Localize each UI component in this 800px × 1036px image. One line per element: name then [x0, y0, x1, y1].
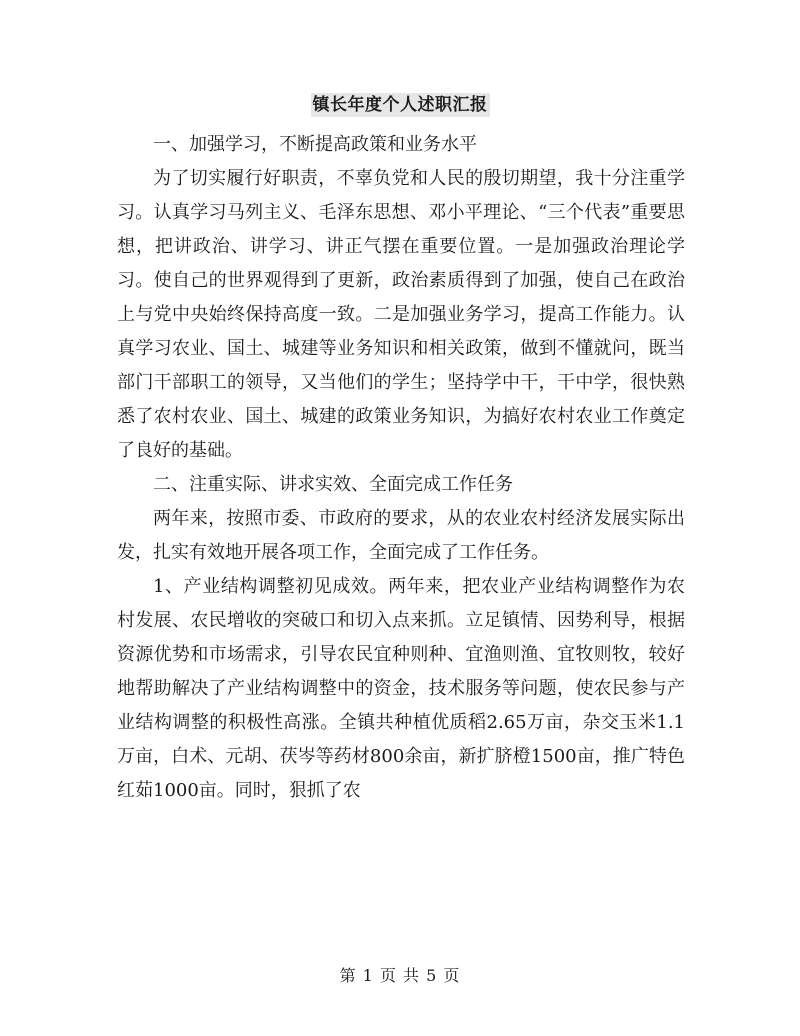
section-heading-2: 二、注重实际、讲求实效、全面完成工作任务: [153, 474, 513, 495]
page-footer: 第 1 页 共 5 页: [339, 966, 461, 985]
section-heading-1: 一、加强学习，不断提高政策和业务水平: [153, 134, 477, 155]
body-paragraph-2: 两年来，按照市委、市政府的要求，从的农业农村经济发展实际出发，扎实有效地开展各项工作，全面完成了工作任务。: [117, 508, 685, 563]
document-body: [117, 128, 685, 808]
body-paragraph-3: 1、产业结构调整初见成效。两年来，把农业产业结构调整作为农村发展、农民增收的突破口和切入点来抓。立足镇情、因势利导，根据资源优势和市场需求，引导农民宜种则种、宜渔则渔、宜牧则牧，较好地帮助解决了产业结构调整中的资金，技术服务等问题，使农民参与产业结构调整的积极性高涨。全镇共种植优质稻2.65万亩，杂交玉米1.1万亩，白术、元胡、茯岑等药材800余亩，新扩脐橙1500亩，推广特色红茹1000亩。同时，狠抓了农: [117, 576, 685, 801]
title-container: [0, 93, 800, 117]
body-paragraph-1: 为了切实履行好职责，不辜负党和人民的殷切期望，我十分注重学习。认真学习马列主义、毛泽东思想、邓小平理论、“三个代表”重要思想，把讲政治、讲学习、讲正气摆在重要位置。一是加强政治理论学习。使自己的世界观得到了更新，政治素质得到了加强，使自己在政治上与党中央始终保持高度一致。二是加强业务学习，提高工作能力。认真学习农业、国土、城建等业务知识和相关政策，做到不懂就问，既当部门干部职工的领导，又当他们的学生；坚持学中干，干中学，很快熟悉了农村农业、国土、城建的政策业务知识，为搞好农村农业工作奠定了良好的基础。: [117, 168, 685, 461]
document-title: 镇长年度个人述职汇报: [312, 95, 488, 115]
